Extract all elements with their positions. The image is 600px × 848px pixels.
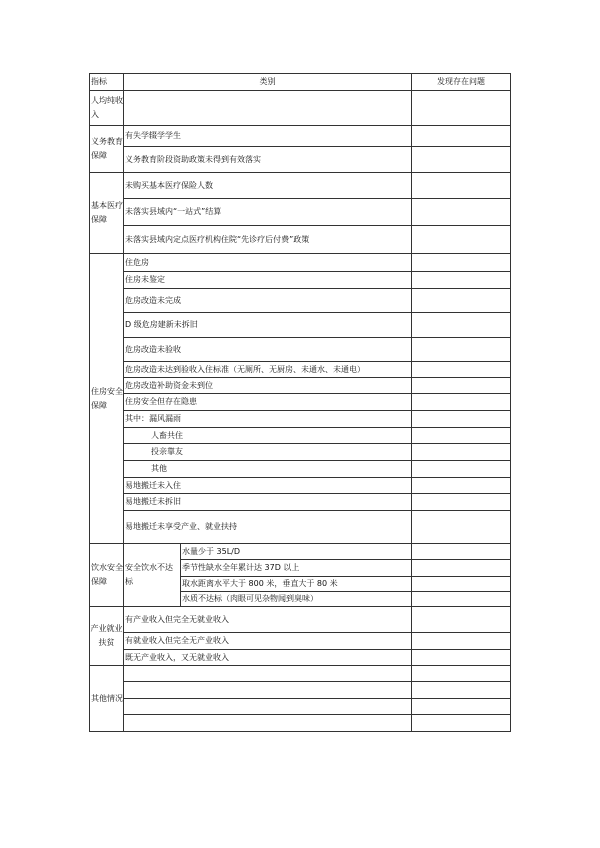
issue-cell <box>412 91 511 126</box>
category-item: 其他 <box>124 461 412 478</box>
category-item: 人畜共住 <box>124 428 412 444</box>
category-item: 水质不达标（肉眼可见杂物闻到臭味） <box>181 592 412 607</box>
header-indicator: 指标 <box>90 74 124 91</box>
category-item: 易地搬迁未入住 <box>124 478 412 494</box>
category-item: 有失学辍学学生 <box>124 126 412 147</box>
issue-cell <box>412 577 511 592</box>
category-item: 取水距离水平大于 800 米，垂直大于 80 米 <box>181 577 412 592</box>
category-item: 危房改造未达到验收入住标准（无厕所、无厨房、未通水、未通电） <box>124 362 412 378</box>
category-item: 季节性缺水全年累计达 37D 以上 <box>181 560 412 577</box>
issue-cell <box>412 254 511 272</box>
issue-cell <box>412 147 511 173</box>
category-item: 有就业收入但完全无产业收入 <box>124 633 412 650</box>
category-item: 未落实县域内“一站式”结算 <box>124 199 412 226</box>
section-label-other: 其他情况 <box>90 666 124 732</box>
category-cell-other <box>124 715 412 732</box>
category-item: 有产业收入但完全无就业收入 <box>124 607 412 633</box>
issue-cell <box>412 633 511 650</box>
category-item: 易地搬迁未拆旧 <box>124 494 412 511</box>
issue-cell <box>412 666 511 682</box>
header-category: 类别 <box>124 74 412 91</box>
issue-cell <box>412 478 511 494</box>
issue-cell <box>412 126 511 147</box>
issue-cell <box>412 313 511 338</box>
issue-cell <box>412 607 511 633</box>
issue-cell <box>412 394 511 411</box>
issue-cell <box>412 560 511 577</box>
issue-cell <box>412 378 511 394</box>
issue-cell <box>412 362 511 378</box>
category-item: 水量少于 35L/D <box>181 544 412 560</box>
issue-cell <box>412 411 511 428</box>
category-item: 未购买基本医疗保险人数 <box>124 173 412 199</box>
issue-cell <box>412 444 511 461</box>
category-item: 住房未鉴定 <box>124 272 412 289</box>
header-issues: 发现存在问题 <box>412 74 511 91</box>
issue-cell <box>412 272 511 289</box>
water-sub-label: 安全饮水不达标 <box>124 544 181 607</box>
section-label-water: 饮水安全保障 <box>90 544 124 607</box>
issue-cell <box>412 226 511 254</box>
category-item: 投亲靠友 <box>124 444 412 461</box>
issue-cell <box>412 715 511 732</box>
category-cell-other <box>124 666 412 682</box>
category-item: 义务教育阶段资助政策未得到有效落实 <box>124 147 412 173</box>
section-label-industry: 产业就业扶贫 <box>90 607 124 666</box>
category-cell-other <box>124 699 412 715</box>
inspection-table <box>89 73 511 732</box>
issue-cell <box>412 461 511 478</box>
section-label-housing: 住房安全保障 <box>90 254 124 544</box>
issue-cell <box>412 338 511 362</box>
issue-cell <box>412 682 511 699</box>
section-label-medical: 基本医疗保障 <box>90 173 124 254</box>
category-item: 危房改造未完成 <box>124 289 412 313</box>
issue-cell <box>412 511 511 544</box>
issue-cell <box>412 592 511 607</box>
category-cell-income <box>124 91 412 126</box>
category-item: 既无产业收入，又无就业收入 <box>124 650 412 666</box>
issue-cell <box>412 544 511 560</box>
category-item: 危房改造补助资金未到位 <box>124 378 412 394</box>
issue-cell <box>412 199 511 226</box>
category-item: 未落实县域内定点医疗机构住院“先诊疗后付费”政策 <box>124 226 412 254</box>
issue-cell <box>412 494 511 511</box>
category-item: 其中：漏风漏雨 <box>124 411 412 428</box>
category-item: D 级危房建新未拆旧 <box>124 313 412 338</box>
issue-cell <box>412 428 511 444</box>
section-label-income: 人均纯收入 <box>90 91 124 126</box>
category-item: 易地搬迁未享受产业、就业扶持 <box>124 511 412 544</box>
section-label-education: 义务教育保障 <box>90 126 124 173</box>
issue-cell <box>412 699 511 715</box>
category-cell-other <box>124 682 412 699</box>
category-item: 住危房 <box>124 254 412 272</box>
issue-cell <box>412 650 511 666</box>
issue-cell <box>412 173 511 199</box>
issue-cell <box>412 289 511 313</box>
category-item: 住房安全但存在隐患 <box>124 394 412 411</box>
category-item: 危房改造未验收 <box>124 338 412 362</box>
